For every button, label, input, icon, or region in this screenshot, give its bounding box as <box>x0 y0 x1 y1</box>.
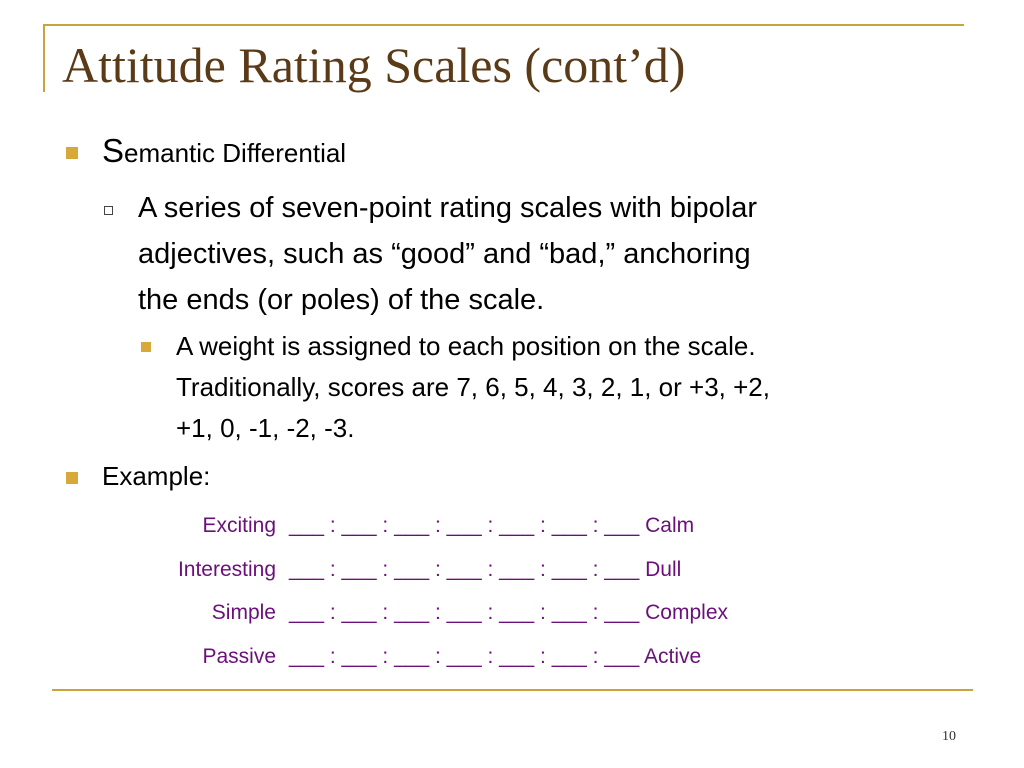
scale-blanks: ___ : ___ : ___ : ___ : ___ : ___ : ___ <box>289 601 640 624</box>
slide-title: Attitude Rating Scales (cont’d) <box>62 37 686 93</box>
title-frame-left-rule <box>43 24 45 92</box>
scale-row <box>120 645 880 675</box>
hollow-square-bullet-icon <box>104 206 113 215</box>
square-bullet-icon <box>66 147 78 159</box>
scale-blanks-and-right-anchor <box>289 514 694 538</box>
semantic-initial-letter: S <box>102 132 125 169</box>
scale-blanks: ___ : ___ : ___ : ___ : ___ : ___ : ___ <box>289 514 640 537</box>
subsub-bullet-text <box>176 326 770 449</box>
scale-blanks: ___ : ___ : ___ : ___ : ___ : ___ : ___ <box>289 558 640 581</box>
bullet-semantic-differential <box>102 132 346 170</box>
square-bullet-icon <box>66 472 78 484</box>
scale-blanks-and-right-anchor <box>289 645 701 669</box>
page-number: 10 <box>942 729 956 744</box>
scale-blanks-and-right-anchor <box>289 601 728 625</box>
scale-row <box>120 514 880 544</box>
subsub-bullet-line: A weight is assigned to each position on the scale. <box>176 331 756 361</box>
square-bullet-icon <box>141 342 151 352</box>
sub-bullet-line: adjectives, such as “good” and “bad,” anchoring <box>138 238 751 270</box>
scale-row <box>120 601 880 631</box>
footer-rule <box>52 689 973 691</box>
scale-left-anchor: Simple <box>211 601 276 624</box>
scale-blanks: ___ : ___ : ___ : ___ : ___ : ___ : ___ <box>289 645 640 668</box>
sub-bullet-text <box>138 185 757 323</box>
scale-right-anchor: Dull <box>645 558 682 581</box>
title-frame-top-rule <box>43 24 964 26</box>
scale-blanks-and-right-anchor <box>289 558 681 582</box>
scale-left-anchor: Passive <box>202 645 276 668</box>
scale-right-anchor: Active <box>643 645 702 668</box>
sub-bullet-line: the ends (or poles) of the scale. <box>138 284 545 316</box>
subsub-bullet-line: +1, 0, -1, -2, -3. <box>176 413 355 443</box>
semantic-rest-text: emantic Differential <box>124 138 347 168</box>
scale-left-anchor: Interesting <box>177 558 276 581</box>
scale-row <box>120 558 880 588</box>
scale-right-anchor: Calm <box>645 514 695 537</box>
scale-left-anchor: Exciting <box>202 514 276 537</box>
bullet-example: Example: <box>102 461 211 491</box>
sub-bullet-line: A series of seven-point rating scales with bipolar <box>138 192 757 224</box>
subsub-bullet-line: Traditionally, scores are 7, 6, 5, 4, 3, 2, 1, or +3, +2, <box>176 372 770 402</box>
scale-right-anchor: Complex <box>645 601 729 624</box>
